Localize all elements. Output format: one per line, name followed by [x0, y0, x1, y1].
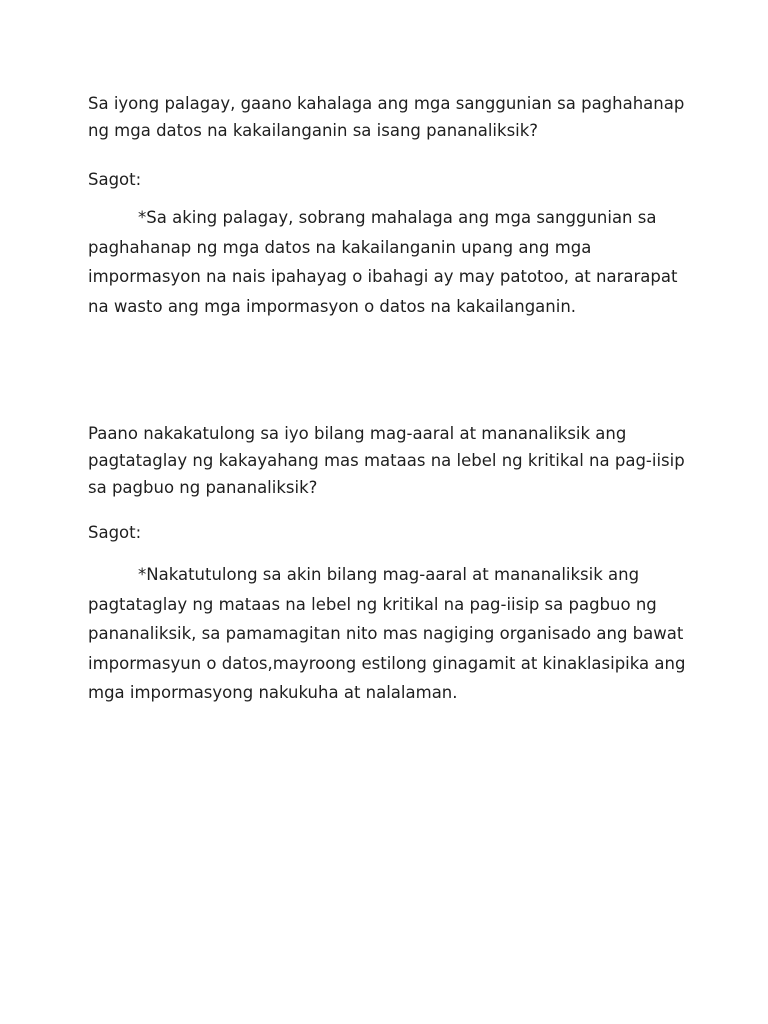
- question-1: Sa iyong palagay, gaano kahalaga ang mga sanggunian sa paghahanap ng mga datos na kakailanganin sa isang pananaliksik?: [88, 94, 685, 140]
- question-2: Paano nakakatulong sa iyo bilang mag-aaral at mananaliksik ang pagtataglay ng kakayahang mas mataas na lebel ng kritikal na pag-iisip sa pagbuo ng pananaliksik?: [88, 424, 685, 497]
- answer-2: *Nakatutulong sa akin bilang mag-aaral at mananaliksik ang pagtataglay ng mataas na lebel ng kritikal na pag-iisip sa pagbuo ng pananaliksik, sa pamamagitan nito mas nagiging organisado ang bawat impormasyun o datos,mayroong estilong ginagamit at kinaklasipika ang mga impormasyong nakukuha at nalalaman.: [88, 565, 686, 702]
- answer-1: *Sa aking palagay, sobrang mahalaga ang mga sanggunian sa paghahanap ng mga datos na kakailanganin upang ang mga impormasyon na nais ipahayag o ibahagi ay may patotoo, at nararapat na wasto ang mga impormasyon o datos na kakailanganin.: [88, 208, 678, 316]
- answer-label-2: Sagot:: [88, 523, 142, 542]
- answer-label-1: Sagot:: [88, 170, 142, 189]
